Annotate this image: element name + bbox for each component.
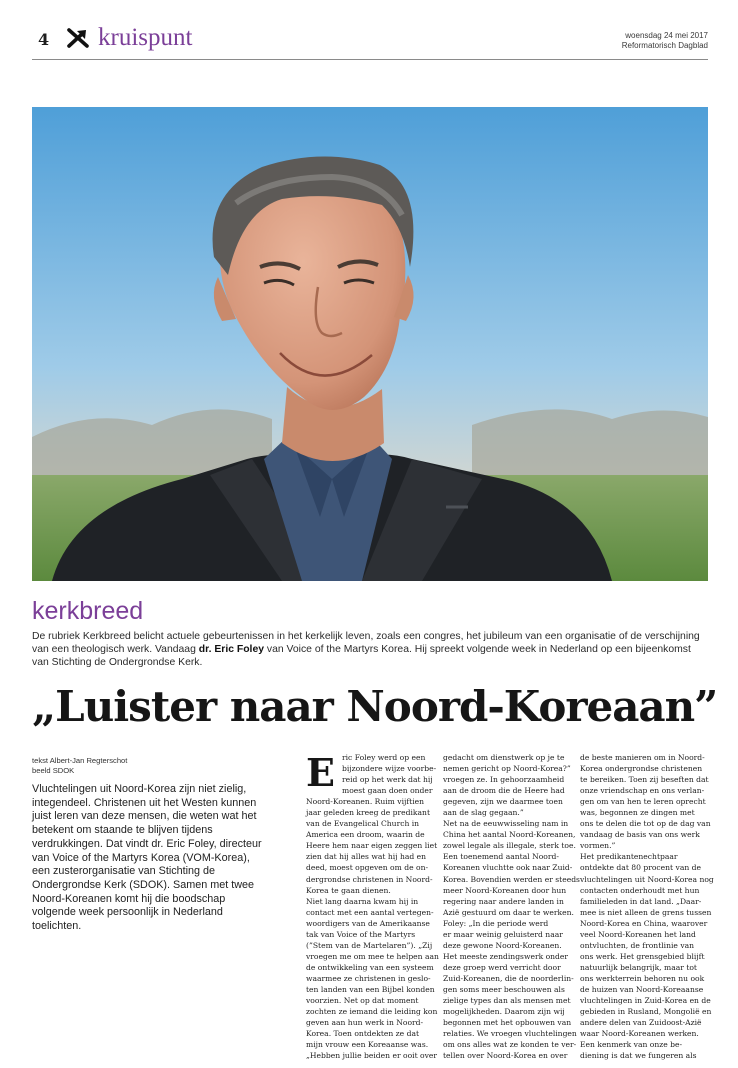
body-text-line: om ons alles wat ze konden te ver-: [443, 1040, 577, 1050]
body-text-line: nemen gericht op Noord-Korea?”: [443, 764, 571, 774]
body-text-line: Het meeste zendingswerk onder: [443, 951, 569, 961]
body-text-line: deze groep werd verricht door: [443, 962, 561, 972]
body-text-line: dergrondse christenen in Noord-: [306, 874, 433, 884]
body-text-line: Korea. Bovendien werden er steeds: [443, 874, 580, 884]
body-text-line: Een kenmerk van onze be-: [580, 1040, 683, 1050]
body-text-line: vormen.”: [580, 841, 616, 851]
body-text-line: Korea te gaan dienen.: [306, 885, 391, 895]
byline: [32, 756, 127, 776]
body-text-line: Noord-Koreanen. Ruim vijftien: [306, 797, 425, 807]
body-text-line: veel Noord-Koreanen het land: [580, 929, 696, 939]
body-text-line: vandaag de basis van ons werk: [580, 830, 700, 840]
kicker-text-after: van Voice of the Martyrs Korea. Hij spreekt volgende week in Nederland op een bijeenkomst van Stichting de Ondergrondse Kerk.: [32, 644, 691, 668]
intro-paragraph: Vluchtelingen uit Noord-Korea zijn niet zielig, integendeel. Christenen uit het Westen kunnen juist leren van deze mensen, die weten wat het betekent om staande te blijven tijdens verdrukkingen. Dat vindt dr. Eric Foley, directeur van Voice of the Martyrs Korea (VOM-Korea), een zusterorganisatie van Stichting de Ondergrondse Kerk (SDOK). Samen met twee Noord-Koreanen komt hij die boodschap volgende week persoonlijk in Nederland toelichten.: [32, 783, 262, 933]
body-text-line: deze gewone Noord-Koreanen.: [443, 940, 562, 950]
crossroads-arrow-icon: [66, 26, 90, 50]
body-text-line: ons werkterrein behoren nu ook: [580, 973, 705, 983]
byline-text: tekst Albert-Jan Regterschot: [32, 756, 128, 765]
body-text-line: er maar weinig geluisterd naar: [443, 929, 563, 939]
body-text-line: de ontwikkeling van een systeem: [306, 962, 434, 972]
body-text-line: gebieden in Rusland, Mongolië en: [580, 1007, 712, 1017]
body-text-line: China het aantal Noord-Koreanen,: [443, 830, 576, 840]
body-text-line: contacten onderhoudt met hun: [580, 885, 700, 895]
body-text-line: was, begonnen ze dingen met: [580, 808, 695, 818]
body-text-line: zielige types dan als mensen met: [443, 996, 571, 1006]
body-text-line: mijn vrouw een Koreaanse was.: [306, 1040, 429, 1050]
body-text-line: Korea. Toen ontdekten ze dat: [306, 1029, 420, 1039]
body-text-line: familieleden in dat land. „Daar-: [580, 896, 702, 906]
body-text-line: tellen over Noord-Korea en over: [443, 1051, 568, 1061]
body-text-line: aan de droom die de Heere had: [443, 786, 565, 796]
date: woensdag 24 mei 2017: [625, 31, 708, 40]
body-text-line: van de Evangelical Church in: [306, 819, 420, 829]
body-text-line: geven aan hun werk in Noord-: [306, 1018, 424, 1028]
body-text-line: de beste manieren om in Noord-: [580, 753, 705, 762]
page-number: 4: [38, 30, 50, 49]
body-column-3: [580, 752, 714, 1061]
body-text-line: Niet lang daarna kwam hij in: [306, 896, 419, 906]
body-text-line: woordigers van de Amerikaanse: [306, 918, 430, 928]
body-text-line: zochten ze iemand die leiding kon: [306, 1007, 438, 1017]
body-text-line: ten landen van een Bijbel konden: [306, 984, 435, 994]
body-text-line: Foley: „In die periode werd: [443, 918, 549, 928]
body-text-line: waar Noord-Koreanen werken.: [580, 1029, 699, 1039]
body-text-line: mee is niet alleen de grens tussen: [580, 907, 712, 917]
portrait-photo: [32, 107, 708, 581]
body-text-line: waarmee ze christenen in geslo-: [306, 973, 431, 983]
body-text-line: vroegen me om mee te helpen aan: [306, 951, 439, 961]
body-text-line: moest gaan doen onder: [342, 786, 433, 796]
kicker-title: kerkbreed: [32, 597, 144, 625]
body-text-line: relaties. We vroegen vluchtelingen: [443, 1029, 577, 1039]
body-text-line: contact met een aantal vertegen-: [306, 907, 434, 917]
body-text-line: regering naar andere landen in: [443, 896, 564, 906]
body-text-line: te bereiken. Toen zij beseften dat: [580, 775, 709, 785]
body-text-line: (”Stem van de Martelaren”). „Zij: [306, 940, 433, 950]
body-text-line: vluchtelingen uit Noord-Korea nog: [580, 874, 714, 884]
body-text-line: vluchtelingen in Zuid-Korea en de: [580, 996, 711, 1006]
body-text-line: gegeven, zijn we daarmee toen: [443, 797, 563, 807]
body-text-line: zowel legale als illegale, sterk toe.: [443, 841, 576, 851]
publication-name: Reformatorisch Dagblad: [621, 41, 708, 50]
body-text-line: de huizen van Noord-Koreaanse: [580, 984, 704, 994]
body-text-line: deed, moest opgeven om de on-: [306, 863, 429, 873]
body-text-line: onze vriendschap en ons verlan-: [580, 786, 705, 796]
body-text-line: Azië gestuurd om daar te werken.: [443, 907, 574, 917]
body-text-line: tak van Voice of the Martyrs: [306, 929, 416, 939]
body-text-line: begonnen met het opbouwen van: [443, 1018, 572, 1028]
body-text-line: Noord-Korea en China, waarover: [580, 918, 708, 928]
body-text-line: „Hebben jullie beiden er ooit over: [306, 1051, 438, 1061]
body-text-line: voorzien. Net op dat moment: [306, 996, 419, 1006]
body-text-line: mogelijkheden. Daarom zijn wij: [443, 1007, 565, 1017]
dateline: [622, 31, 708, 51]
body-column-1: [306, 752, 439, 1061]
body-text-line: ons werk. Het grensgebied blijft: [580, 951, 705, 961]
body-text-line: Heere hem naar eigen zeggen liet: [306, 841, 438, 851]
body-text-line: ons te delen die tot op de dag van: [580, 819, 711, 829]
body-text-line: Zuid-Koreanen, die de noorderlin-: [443, 973, 574, 983]
body-text-line: diening is dat we fungeren als: [580, 1051, 697, 1061]
kicker-text-before: De rubriek Kerkbreed belicht actuele gebeurtenissen in het kerkelijk leven, zoals een congres, het jubileum van een organisatie of de verschijning van een theologisch werk. Vandaag: [32, 631, 700, 655]
body-text-line: gen om van hen te leren oprecht: [580, 797, 706, 807]
body-text-line: Net na de eeuwwisseling nam in: [443, 819, 569, 829]
kicker-name: dr. Eric Foley: [198, 644, 265, 655]
body-text-line: meer Noord-Koreanen door hun: [443, 885, 567, 895]
body-text-line: ontvluchten, de frontlinie van: [580, 940, 695, 950]
drop-cap: E: [306, 750, 335, 795]
body-text-line: natuurlijk belangrijk, maar tot: [580, 962, 697, 972]
page-header: [32, 26, 708, 60]
body-text-line: andere delen van Zuidoost-Azië: [580, 1018, 702, 1028]
body-text-line: gen soms meer beschouwen als: [443, 984, 565, 994]
body-text-line: aan de slag gegaan.”: [443, 808, 524, 818]
body-text-line: America een droom, waarin de: [306, 830, 425, 840]
body-text-line: jaar geleden kreeg de predikant: [306, 808, 430, 818]
kicker-text: [32, 630, 708, 669]
body-column-2: [443, 752, 580, 1061]
section-name: kruispunt: [98, 24, 193, 51]
body-text-line: Korea ondergrondse christenen: [580, 764, 703, 774]
headline: „Luister naar Noord-Koreaan”: [32, 682, 718, 731]
body-text-line: ontdekte dat 80 procent van de: [580, 863, 702, 873]
body-text-line: ric Foley werd op een: [342, 753, 426, 762]
body-text-line: zien dat hij alles wat hij had en: [306, 852, 427, 862]
body-text-line: reid op het werk dat hij: [342, 775, 433, 785]
body-text-line: Het predikantenechtpaar: [580, 852, 678, 862]
body-text-line: gedacht om dienstwerk op je te: [443, 753, 565, 762]
body-text-line: vroegen ze. In gehoorzaamheid: [443, 775, 565, 785]
byline-image: beeld SDOK: [32, 766, 75, 775]
body-text-line: Koreanen vluchtte ook naar Zuid-: [443, 863, 573, 873]
body-text-line: Een toenemend aantal Noord-: [443, 852, 559, 862]
body-text-line: bijzondere wijze voorbe-: [342, 764, 437, 774]
